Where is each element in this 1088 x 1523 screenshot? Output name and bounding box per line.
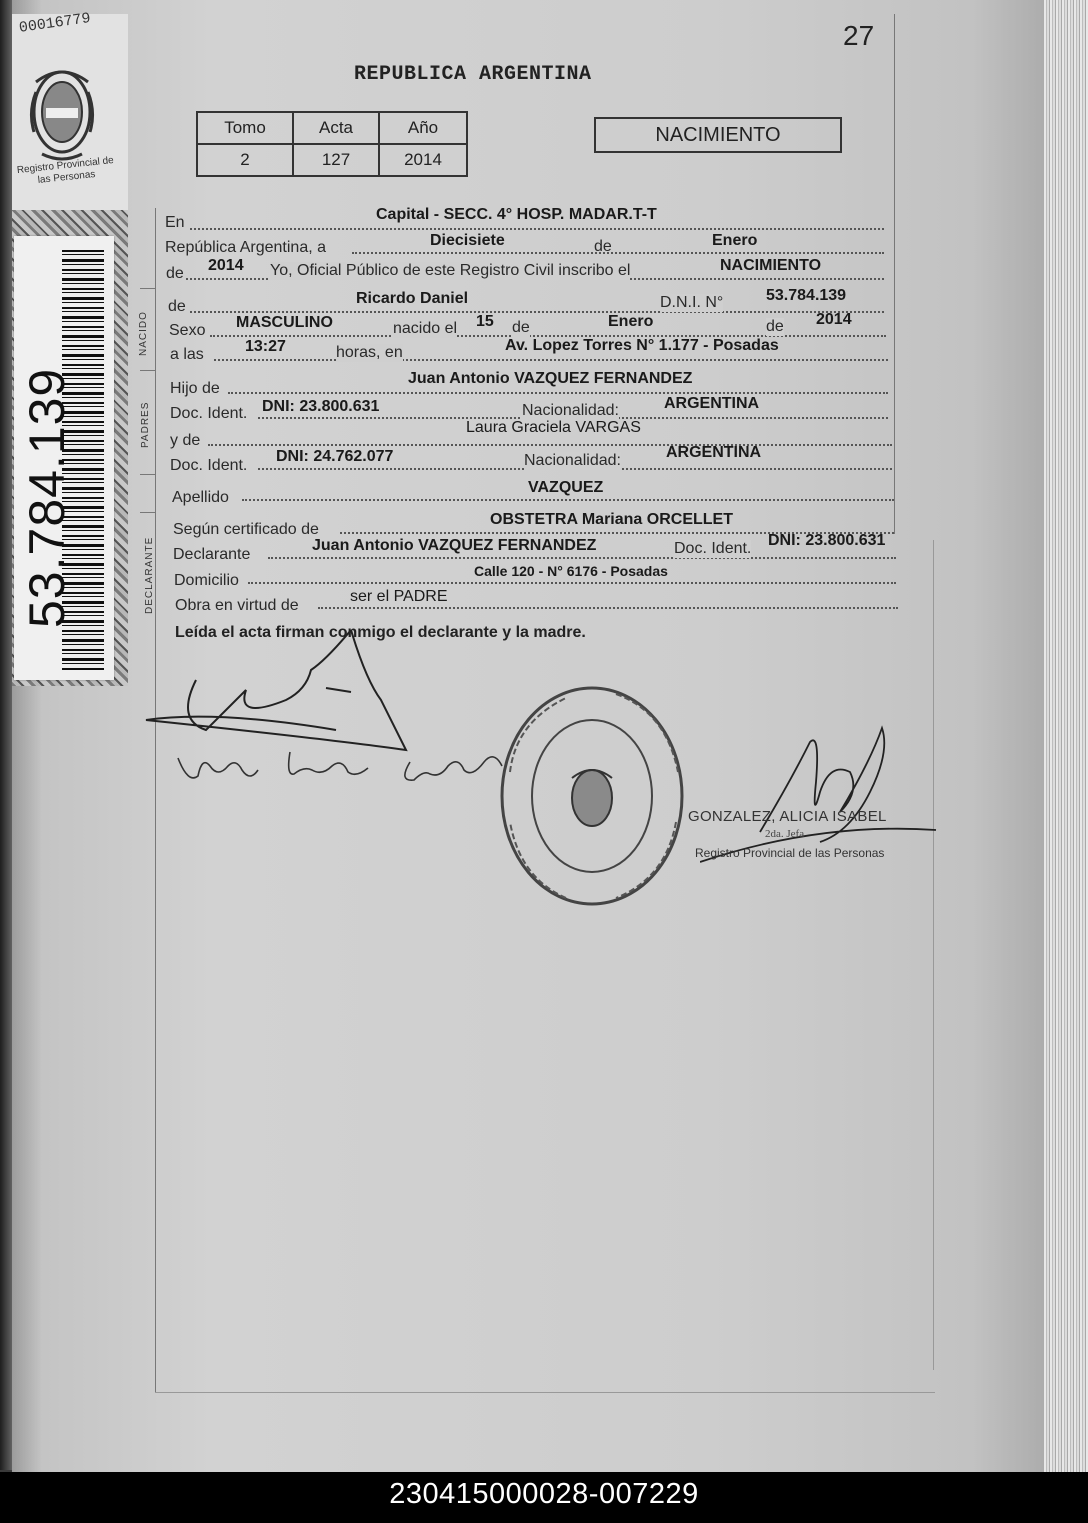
value-dni-nacido: 53.784.139: [766, 287, 847, 304]
value-padre: Juan Antonio VAZQUEZ FERNANDEZ: [408, 370, 693, 387]
dotted-line: [242, 497, 894, 501]
value-tomo: 2: [197, 144, 293, 176]
vertical-dni-number: 53.784.139: [19, 367, 75, 628]
value-dia-registro: Diecisiete: [430, 232, 505, 249]
mother-signature: [172, 736, 512, 796]
label-domicilio: Domicilio: [174, 572, 239, 589]
value-hora: 13:27: [245, 338, 286, 355]
label-nacionalidad-padre: Nacionalidad:: [522, 402, 619, 419]
value-lugar-registro: Capital - SECC. 4° HOSP. MADAR.T-T: [376, 206, 657, 223]
value-madre-doc: DNI: 24.762.077: [276, 448, 394, 465]
dotted-line: [228, 390, 888, 394]
page-edges: [1044, 0, 1088, 1472]
value-padre-nacionalidad: ARGENTINA: [664, 395, 760, 412]
frame-line-bottom: [155, 1392, 935, 1393]
label-de-mes: de: [512, 319, 530, 336]
dotted-line: [208, 442, 892, 446]
value-acta: 127: [293, 144, 379, 176]
text-inscribo: Yo, Oficial Público de este Registro Civil inscribo el: [270, 262, 631, 279]
document-title: REPUBLICA ARGENTINA: [354, 63, 592, 86]
official-seal-icon: [496, 682, 688, 910]
label-apellido: Apellido: [172, 489, 229, 506]
value-mes-nacimiento: Enero: [608, 313, 654, 330]
label-declarante: Declarante: [173, 546, 251, 563]
label-horas-en: horas, en: [336, 344, 403, 361]
label-dni: D.N.I. N°: [660, 294, 724, 311]
official-office: Registro Provincial de las Personas: [695, 846, 885, 860]
act-type-box: NACIMIENTO: [594, 117, 842, 153]
header-acta: Acta: [293, 112, 379, 144]
value-declarante: Juan Antonio VAZQUEZ FERNANDEZ: [312, 537, 597, 554]
provincial-coat-of-arms-icon: [26, 62, 98, 166]
label-nacionalidad-madre: Nacionalidad:: [524, 452, 621, 469]
dotted-line: [352, 250, 884, 254]
label-y-de: y de: [170, 432, 201, 449]
section-separator: [140, 474, 156, 475]
value-lugar-nacimiento: Av. Lopez Torres N° 1.177 - Posadas: [505, 337, 779, 354]
section-label-declarante: DECLARANTE: [144, 536, 155, 614]
header-tomo: Tomo: [197, 112, 293, 144]
frame-line-left: [155, 208, 156, 1393]
page-number: 27: [843, 20, 875, 51]
value-apellido: VAZQUEZ: [528, 479, 604, 496]
dotted-line: [190, 226, 884, 230]
label-doc-padre: Doc. Ident.: [170, 405, 248, 422]
label-a-las: a las: [170, 346, 204, 363]
closing-statement: Leída el acta firman conmigo el declarante y la madre.: [175, 624, 586, 641]
value-padre-doc: DNI: 23.800.631: [262, 398, 380, 415]
value-madre-nacionalidad: ARGENTINA: [666, 444, 762, 461]
value-doc-declarante: DNI: 23.800.631: [768, 532, 886, 549]
value-anio-nacimiento: 2014: [816, 311, 852, 328]
header-anio: Año: [379, 112, 467, 144]
label-nacido-de: de: [168, 298, 186, 315]
label-de: de: [594, 238, 612, 255]
value-tipo: NACIMIENTO: [720, 257, 822, 274]
label-hijo-de: Hijo de: [170, 380, 220, 397]
official-role: 2da. Jefa: [765, 828, 805, 840]
label-en: En: [165, 214, 185, 231]
registry-caption: Registro Provincial de las Personas: [16, 154, 115, 186]
section-separator: [140, 288, 156, 289]
value-dia-nacimiento: 15: [476, 313, 494, 330]
value-domicilio: Calle 120 - N° 6176 - Posadas: [474, 563, 668, 579]
label-doc-declarante: Doc. Ident.: [674, 540, 752, 557]
value-mes-registro: Enero: [712, 232, 758, 249]
section-separator: [140, 370, 156, 371]
section-label-nacido: NACIDO: [138, 311, 149, 356]
label-obra: Obra en virtud de: [175, 597, 299, 614]
frame-line-right: [894, 14, 895, 534]
register-table: [196, 111, 468, 177]
value-certificado: OBSTETRA Mariana ORCELLET: [490, 511, 733, 528]
value-nombre-nacido: Ricardo Daniel: [356, 290, 469, 307]
label-de-anio: de: [166, 265, 184, 282]
label-de-anio-nacimiento: de: [766, 318, 784, 335]
label-doc-madre: Doc. Ident.: [170, 457, 248, 474]
dotted-line: [190, 309, 884, 313]
dotted-line: [248, 580, 896, 584]
value-anio: 2014: [379, 144, 467, 176]
label-sexo: Sexo: [169, 322, 206, 339]
scan-footer-bar: [0, 1472, 1088, 1523]
value-sexo: MASCULINO: [236, 314, 333, 331]
label-nacido-el: nacido el: [393, 320, 458, 337]
section-separator: [140, 512, 156, 513]
dotted-line: [268, 555, 896, 559]
value-obra: ser el PADRE: [350, 588, 448, 605]
section-label-padres: PADRES: [140, 401, 151, 448]
frame-line-right-lower: [933, 540, 934, 1370]
label-republica: República Argentina, a: [165, 239, 326, 256]
value-anio-registro: 2014: [208, 257, 244, 274]
label-certificado: Según certificado de: [173, 521, 319, 538]
file-code: 00016779: [18, 9, 92, 37]
value-madre: Laura Graciela VARGAS: [466, 419, 641, 436]
official-name: GONZALEZ, ALICIA ISABEL: [688, 808, 887, 825]
scan-code: 230415000028-007229: [389, 1478, 699, 1510]
dotted-line: [214, 357, 888, 361]
